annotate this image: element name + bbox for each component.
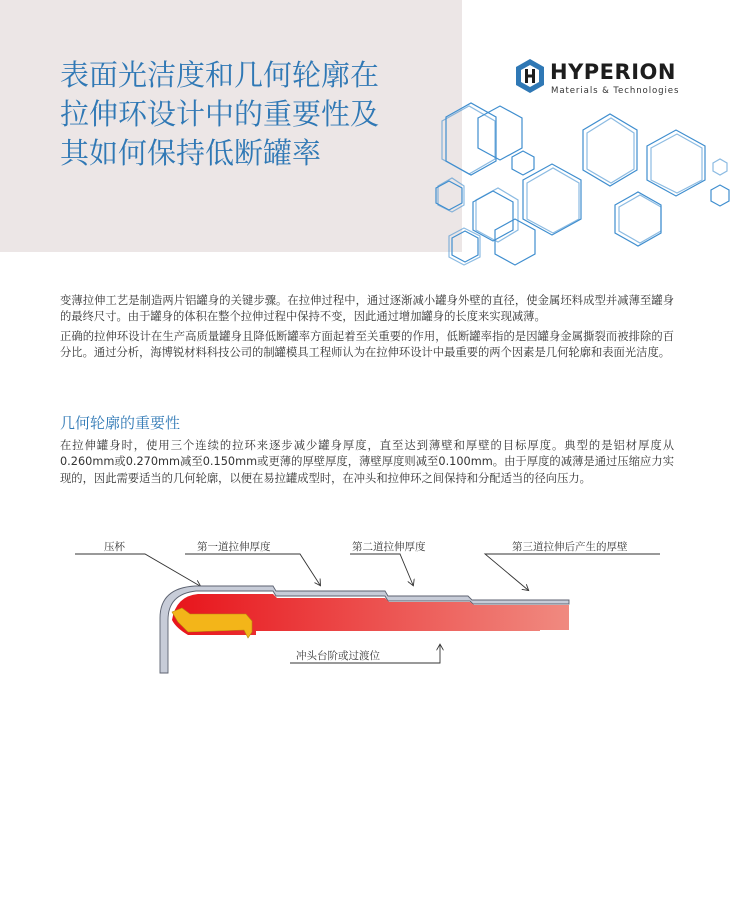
- label-punch-step: 冲头台阶或过渡位: [296, 650, 380, 662]
- logo-wordmark: HYPERION: [550, 60, 676, 84]
- label-first-draw: 第一道拉伸厚度: [197, 541, 271, 553]
- hexagon-pattern-decoration: [0, 0, 733, 290]
- label-cup: 压杯: [104, 541, 125, 553]
- label-third-draw: 第三道拉伸后产生的厚壁: [512, 541, 628, 553]
- hexagon-logo-icon: [514, 58, 546, 94]
- section-heading: 几何轮廓的重要性: [60, 414, 181, 432]
- title-line-3: 其如何保持低断罐率: [60, 136, 322, 170]
- logo-tagline: Materials & Technologies: [551, 86, 680, 96]
- label-second-draw: 第二道拉伸厚度: [352, 541, 426, 553]
- title-line-2: 拉伸环设计中的重要性及: [60, 97, 380, 131]
- ironing-process-diagram: [0, 530, 733, 690]
- geometry-paragraph: 在拉伸罐身时，使用三个连续的拉环来逐步减少罐身厚度，直至达到薄壁和厚壁的目标厚度。典型的是铝材厚度从0.260mm或0.270mm减至0.150mm或更薄的厚壁厚度，薄壁厚度则减至0.100mm。由于厚度的减薄是通过压缩应力实现的，因此需要适当的几何轮廓，以便在易拉罐成型时，在冲头和拉伸环之间保持和分配适当的径向压力。: [60, 439, 674, 485]
- title-line-1: 表面光洁度和几何轮廓在: [60, 58, 380, 92]
- intro-paragraph: 变薄拉伸工艺是制造两片铝罐身的关键步骤。在拉伸过程中，通过逐渐减小罐身外壁的直径，使金属坯料成型并减薄至罐身的最终尺寸。由于罐身的体积在整个拉伸过程中保持不变，因此通过增加罐身的长度来实现减薄。: [60, 294, 674, 324]
- design-paragraph: 正确的拉伸环设计在生产高质量罐身且降低断罐率方面起着至关重要的作用，低断罐率指的是因罐身金属撕裂而被排除的百分比。通过分析，海博锐材料科技公司的制罐模具工程师认为在拉伸环设计中最重要的两个因素是几何轮廓和表面光洁度。: [60, 330, 674, 360]
- hyperion-logo: [514, 58, 689, 98]
